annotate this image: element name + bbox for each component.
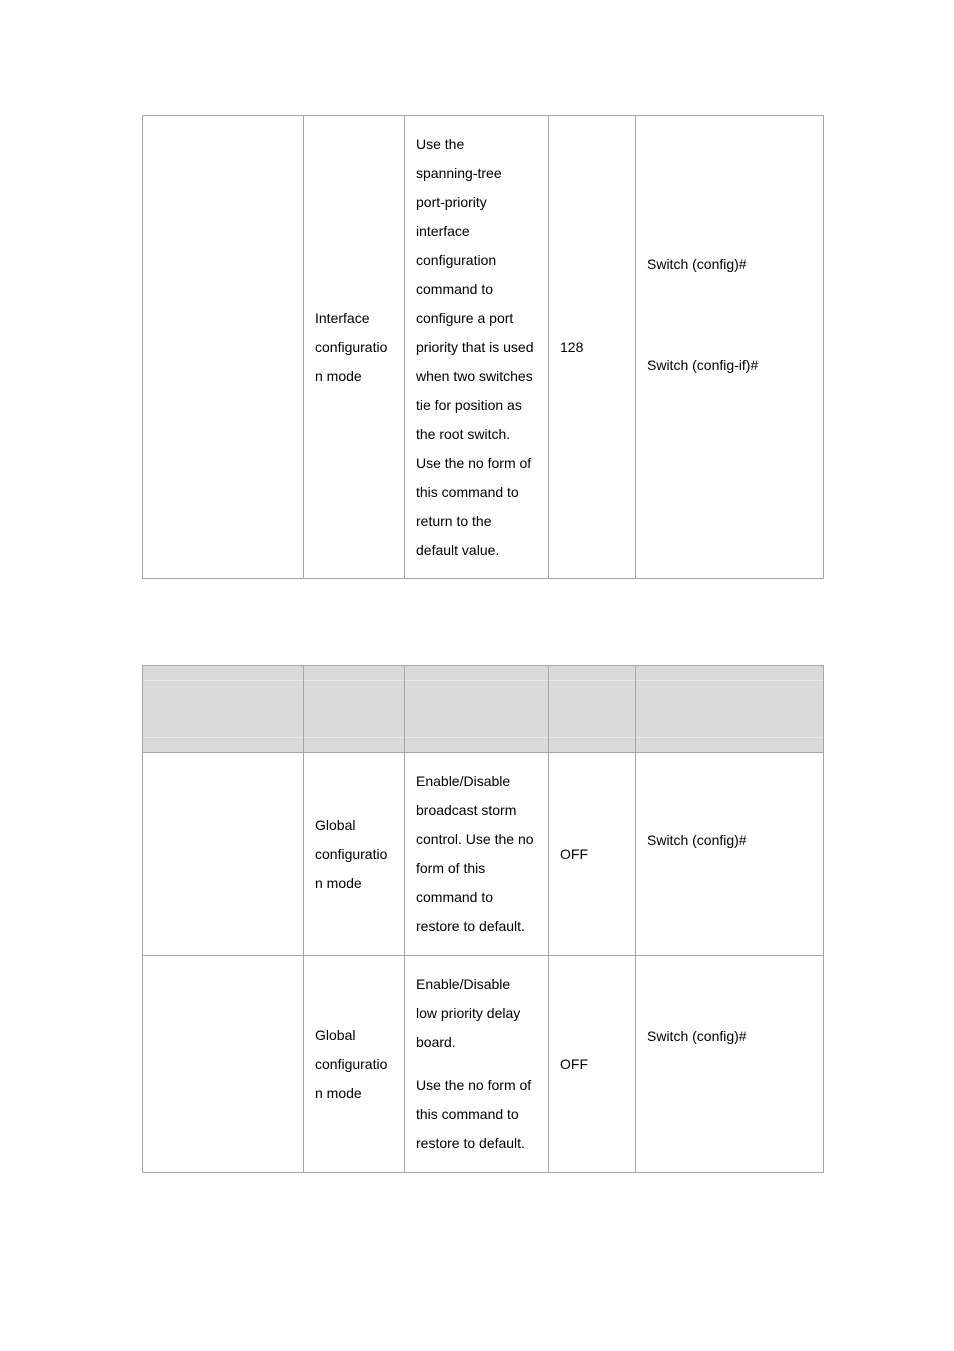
mode-cell: Interface configuratio n mode	[304, 116, 405, 579]
mode-cell: Global configuratio n mode	[304, 753, 405, 956]
header-cell	[636, 666, 824, 753]
prompt-config: Switch (config)#	[647, 256, 747, 272]
description-paragraph: Enable/Disable low priority delay board.	[416, 976, 521, 1050]
header-cell	[549, 666, 636, 753]
default-cell: OFF	[549, 753, 636, 956]
table-row	[143, 116, 824, 579]
prompt-config-if: Switch (config-if)#	[647, 357, 759, 373]
default-cell: 128	[549, 116, 636, 579]
default-cell: OFF	[549, 956, 636, 1173]
description-cell	[405, 956, 549, 1173]
description-cell: Enable/Disable broadcast storm control. Use the no form of this command to restore to default.	[405, 753, 549, 956]
prompt-cell: Switch (config)#	[636, 956, 824, 1173]
prompt-cell: Switch (config)#	[636, 753, 824, 956]
table-header-row	[143, 666, 824, 753]
header-cell	[143, 666, 304, 753]
table-row	[143, 753, 824, 956]
command-cell	[143, 116, 304, 579]
mode-cell: Global configuratio n mode	[304, 956, 405, 1173]
prompt-cell	[636, 116, 824, 579]
command-table-1	[142, 115, 824, 579]
description-cell: Use the spanning-tree port-priority interface configuration command to configure a port priority that is used when two switches tie for position as the root switch. Use the no form of this command to return to the default value.	[405, 116, 549, 579]
description-paragraph: Use the no form of this command to restore to default.	[416, 1077, 532, 1151]
header-cell	[405, 666, 549, 753]
table-row	[143, 956, 824, 1173]
command-cell	[143, 956, 304, 1173]
command-table-2	[142, 665, 824, 1173]
header-cell	[304, 666, 405, 753]
command-cell	[143, 753, 304, 956]
